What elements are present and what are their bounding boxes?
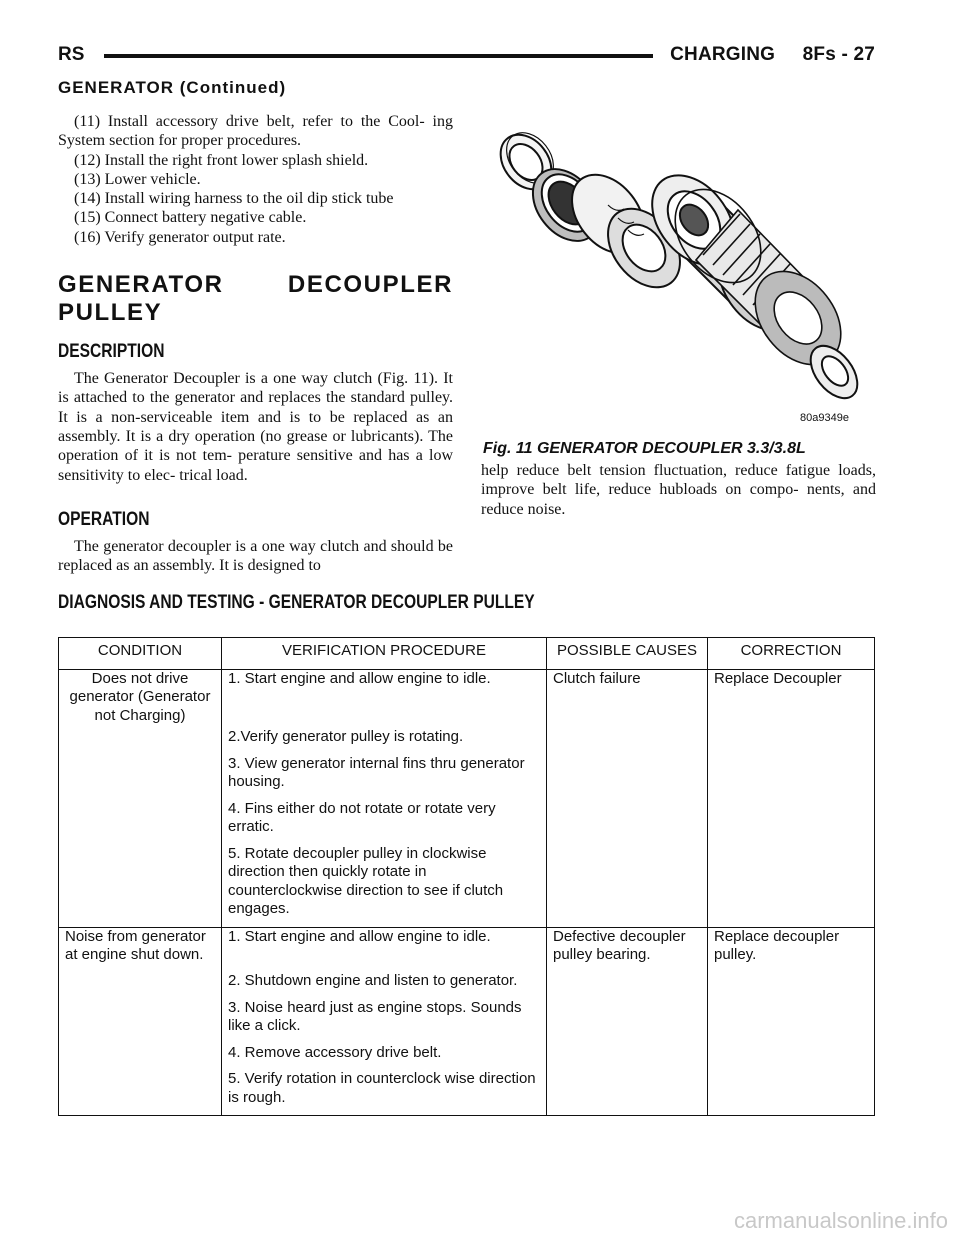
header-section: CHARGING — [670, 44, 776, 65]
header-rule — [104, 54, 653, 58]
diagnosis-table — [58, 637, 875, 1116]
page-header — [58, 44, 875, 70]
procedure-step: 1. Start engine and allow engine to idle. — [228, 927, 491, 945]
watermark: carmanualsonline.info — [733, 1208, 948, 1233]
procedure-step: 3. View generator internal fins thru generator housing. — [228, 754, 525, 790]
operation-text-start: The generator decoupler is a one way clutch and should be replaced as an assembly. It is designed to — [58, 537, 453, 575]
figure-caption: Fig. 11 GENERATOR DECOUPLER 3.3/3.8L — [483, 440, 806, 457]
procedure-step: 4. Fins either do not rotate or rotate very erratic. — [228, 799, 496, 835]
right-column — [481, 461, 876, 519]
header-rs: RS — [58, 44, 85, 65]
condition-cell: Noise from generator at engine shut down. — [59, 927, 222, 1116]
cause-cell: Clutch failure — [547, 669, 708, 927]
column-header: VERIFICATION PROCEDURE — [222, 638, 547, 670]
description-heading: DESCRIPTION — [58, 341, 165, 363]
page-number: 8Fs - 27 — [802, 44, 875, 65]
column-header: POSSIBLE CAUSES — [547, 638, 708, 670]
install-step: (16) Verify generator output rate. — [74, 228, 286, 246]
correction-cell: Replace Decoupler — [708, 669, 875, 927]
install-step: (13) Lower vehicle. — [74, 170, 201, 188]
condition-cell: Does not drive generator (Generator not Charging) — [59, 669, 222, 927]
procedure-step: 5. Verify rotation in counterclock wise direction is rough. — [228, 1070, 536, 1106]
description-text: The Generator Decoupler is a one way clutch (Fig. 11). It is attached to the generator and replaces the standard pulley. It is a non-serviceable item and is to be replaced as an assembly. It is a dry operation (no grease or lubricants). The operation of it is not tem- perature sensitive and has a low sensitivity to elec- trical load. — [58, 370, 453, 484]
correction-cell: Replace decoupler pulley. — [708, 927, 875, 1116]
column-header: CONDITION — [59, 638, 222, 670]
procedure-step: 3. Noise heard just as engine stops. Sounds like a click. — [228, 998, 522, 1034]
procedure-step: 2.Verify generator pulley is rotating. — [228, 728, 464, 745]
section-title: GENERATOR DECOUPLER PULLEY — [58, 271, 453, 327]
figure-id: 80a9349e — [800, 412, 849, 424]
left-column — [58, 112, 453, 575]
install-step: (14) Install wiring harness to the oil dip stick tube — [74, 190, 394, 208]
table-row — [59, 927, 875, 1116]
decoupler-exploded-illustration — [478, 110, 878, 460]
operation-heading: OPERATION — [58, 508, 150, 530]
procedure-cell — [222, 669, 547, 927]
procedure-step: 5. Rotate decoupler pulley in clockwise direction then quickly rotate in counterclockwise direction to see if clutch engages. — [228, 844, 504, 917]
header-right — [670, 44, 875, 66]
column-header: CORRECTION — [708, 638, 875, 670]
diagnosis-heading: DIAGNOSIS AND TESTING - GENERATOR DECOUPLER PULLEY — [58, 592, 535, 613]
procedure-step: 2. Shutdown engine and listen to generator. — [228, 972, 518, 989]
install-step: (11) Install accessory drive belt, refer to the Cool- ing System section for proper procedures. — [58, 113, 453, 150]
table-row — [59, 669, 875, 927]
continued-heading: GENERATOR (Continued) — [58, 78, 287, 97]
table-header-row — [59, 638, 875, 670]
procedure-step: 1. Start engine and allow engine to idle. — [228, 669, 491, 687]
install-step: (12) Install the right front lower splash shield. — [74, 151, 369, 169]
operation-text-end: help reduce belt tension fluctuation, reduce fatigue loads, improve belt life, reduce hubloads on compo- nents, and reduce noise. — [481, 462, 876, 518]
procedure-cell — [222, 927, 547, 1116]
install-step: (15) Connect battery negative cable. — [74, 209, 307, 227]
cause-cell: Defective decoupler pulley bearing. — [547, 927, 708, 1116]
procedure-step: 4. Remove accessory drive belt. — [228, 1043, 442, 1061]
